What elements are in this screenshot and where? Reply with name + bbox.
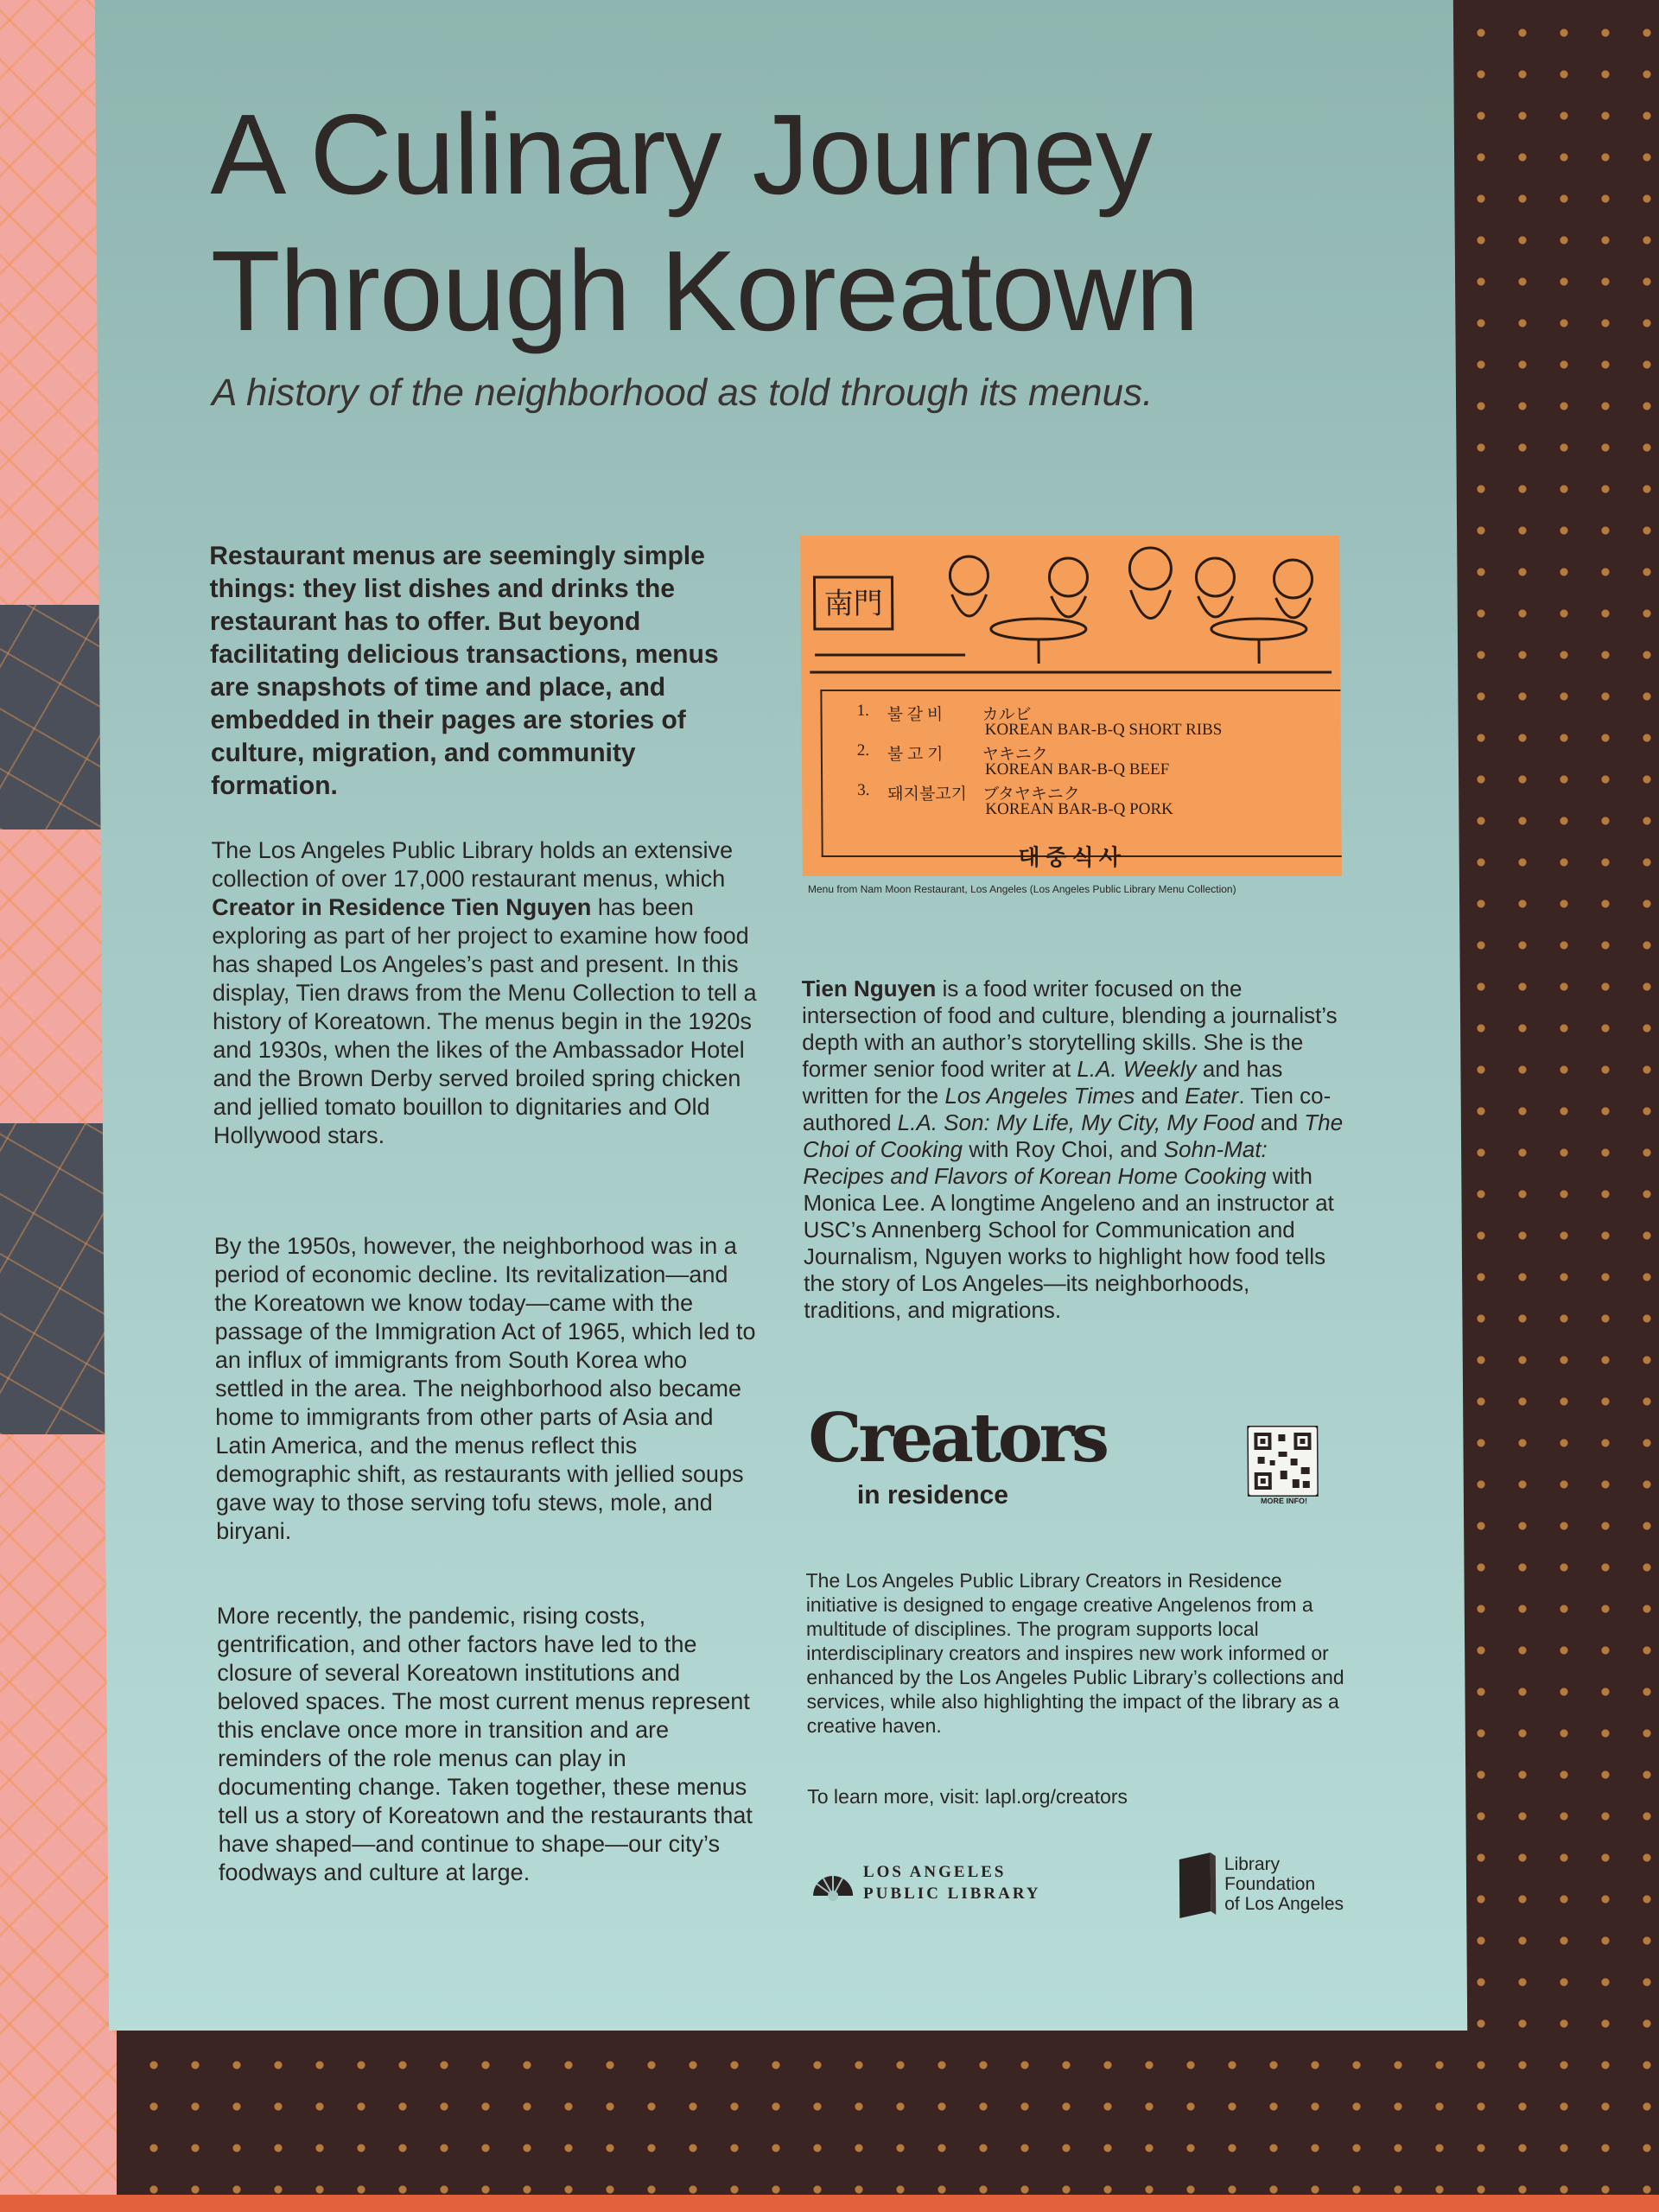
- bio-text: with Roy Choi, and: [962, 1136, 1164, 1162]
- menu-item-2-japanese: ヤキニク: [982, 746, 1048, 764]
- menu-item-2-korean: 불 고 기: [887, 746, 944, 764]
- bio-text: and: [1254, 1109, 1305, 1135]
- creators-logo-subtitle: in residence: [856, 1481, 1009, 1510]
- bio-text: . Tien co-authored: [802, 1083, 1332, 1135]
- menu-footer-text: 대중식사: [1018, 844, 1127, 870]
- menu-item-2-number: 2.: [856, 741, 870, 760]
- p1-text-c: has been exploring as part of her project to examine how food has shaped Los Angeles’s past and present. In this display, Tien draws from the Menu Collection to tell a history of Koreatown. The menus begin in the 1920s and 1930s, when the likes of the Ambassador Hotel and the Brown Derby served broiled spring chicken and jellied tomato bouillon to dignitaries and Old Hollywood stars.: [212, 894, 757, 1148]
- book-icon: [1176, 1851, 1220, 1920]
- qr-code-icon[interactable]: [1247, 1426, 1319, 1497]
- creators-program-description: The Los Angeles Public Library Creators in Residence initiative is designed to engage creative Angelenos from a multitude of disciplines. The program supports local interdisciplinary creators and inspires new work informed or enhanced by the Los Angeles Public Library’s collections and services, while also highlighting the impact of the library as a creative haven.: [805, 1569, 1344, 1737]
- menu-item-list: [820, 690, 1342, 857]
- bio-publication: L.A. Weekly: [1077, 1056, 1197, 1082]
- lfla-line-3: of Los Angeles: [1224, 1894, 1344, 1914]
- menu-item-3-number: 3.: [857, 781, 870, 799]
- menu-item-1-number: 1.: [856, 702, 869, 720]
- panel-subtitle: A history of the neighborhood as told through its menus.: [211, 372, 1154, 414]
- bio-publication: Eater: [1185, 1083, 1239, 1109]
- menu-item-1-korean: 불 갈 비: [887, 706, 944, 724]
- learn-more-link[interactable]: To learn more, visit: lapl.org/creators: [807, 1785, 1128, 1808]
- menu-item-1-japanese: カルビ: [982, 706, 1032, 724]
- menu-item-2-english: KOREAN BAR-B-Q BEEF: [984, 760, 1170, 779]
- creators-logo-word: Creators: [808, 1399, 1107, 1478]
- bio-text: with Monica Lee. A longtime Angeleno and an instructor at USC’s Annenberg School for Communication and Journalism, Nguyen works to highlight how food tells the story of Los Angeles—its neighborhoods, traditions, and migrations.: [803, 1163, 1334, 1323]
- panel-title: A Culinary Journey Through Koreatown: [209, 91, 1199, 354]
- menu-item-3-korean: 돼지불고기: [887, 785, 968, 804]
- lapl-logo: [810, 1858, 1069, 1904]
- lfla-line-1: Library: [1224, 1854, 1281, 1874]
- intro-paragraph: Restaurant menus are seemingly simple things: they list dishes and drinks the restaurant has to offer. But beyond facilitating delicious transactions, menus are snapshots of time and place, and embedded in their pages are stories of culture, migration, and community formation.: [209, 542, 719, 800]
- bio-name: Tien Nguyen: [801, 976, 937, 1001]
- menu-image: [800, 536, 1342, 876]
- paragraph-recent: More recently, the pandemic, rising costs, gentrification, and other factors have led to the closure of several Koreatown institutions and beloved spaces. The most current menus represent this enclave once more in transition and are reminders of the role menus can play in documenting change. Taken together, these menus tell us a story of Koreatown and the restaurants that have shaped—and continue to shape—our city’s foodways and culture at large.: [216, 1603, 753, 1885]
- menu-cartoon-illustration: [809, 543, 1332, 677]
- bio-book-title: The Choi of Cooking: [802, 1109, 1344, 1162]
- p1-text-a: The Los Angeles Public Library holds an extensive collection of over 17,000 restaurant menus, which: [211, 837, 734, 892]
- bio-text: is a food writer focused on the intersection of food and culture, blending a journalist’s depth with an author’s storytelling skills. She is the former senior food writer at: [801, 976, 1338, 1082]
- bio-text: and: [1135, 1083, 1185, 1109]
- restaurant-sign-text: 南門: [823, 587, 883, 621]
- lapl-line-1: LOS ANGELES: [862, 1863, 1007, 1881]
- lapl-line-2: PUBLIC LIBRARY: [863, 1885, 1041, 1903]
- menu-item-1-english: KOREAN BAR-B-Q SHORT RIBS: [984, 721, 1223, 739]
- library-foundation-wordmark: [1224, 1854, 1344, 1914]
- menu-caption: Menu from Nam Moon Restaurant, Los Angeles (Los Angeles Public Library Menu Collection): [807, 883, 1236, 895]
- exhibit-panel: [95, 0, 1467, 2031]
- creator-bio: [801, 953, 1348, 1346]
- qr-code-label: MORE INFO!: [1260, 1497, 1307, 1505]
- wall-dark-tile: [0, 1123, 117, 1434]
- creators-in-residence-logo: [808, 1399, 1107, 1521]
- menu-item-3-english: KOREAN BAR-B-Q PORK: [985, 800, 1173, 818]
- p1-creator-name: Creator in Residence Tien Nguyen: [212, 894, 592, 920]
- menu-item-3-japanese: ブタヤキニク: [982, 785, 1080, 804]
- lapl-wordmark: [863, 1861, 1041, 1904]
- bio-book-title: L.A. Son: My Life, My City, My Food: [897, 1109, 1255, 1135]
- floor-strip: [0, 2195, 1659, 2212]
- bio-publication: Los Angeles Times: [944, 1083, 1135, 1109]
- lfla-line-2: Foundation: [1224, 1874, 1316, 1894]
- paragraph-collection: [212, 836, 759, 1150]
- lapl-sunburst-icon: [810, 1858, 856, 1904]
- bio-book-title: Sohn-Mat: Recipes and Flavors of Korean Home Cooking: [803, 1136, 1268, 1189]
- library-foundation-logo: [1176, 1851, 1376, 1920]
- bio-text: and has written for the: [802, 1056, 1283, 1109]
- paragraph-1950s: By the 1950s, however, the neighborhood was in a period of economic decline. Its revitalization—and the Koreatown we know today—came with the passage of the Immigration Act of 1965, which led to an influx of immigrants from South Korea who settled in the area. The neighborhood also became home to immigrants from other parts of Asia and Latin America, and the menus reflect this demographic shift, as restaurants with jellied soups gave way to those serving tofu stews, mole, and biryani.: [213, 1233, 756, 1544]
